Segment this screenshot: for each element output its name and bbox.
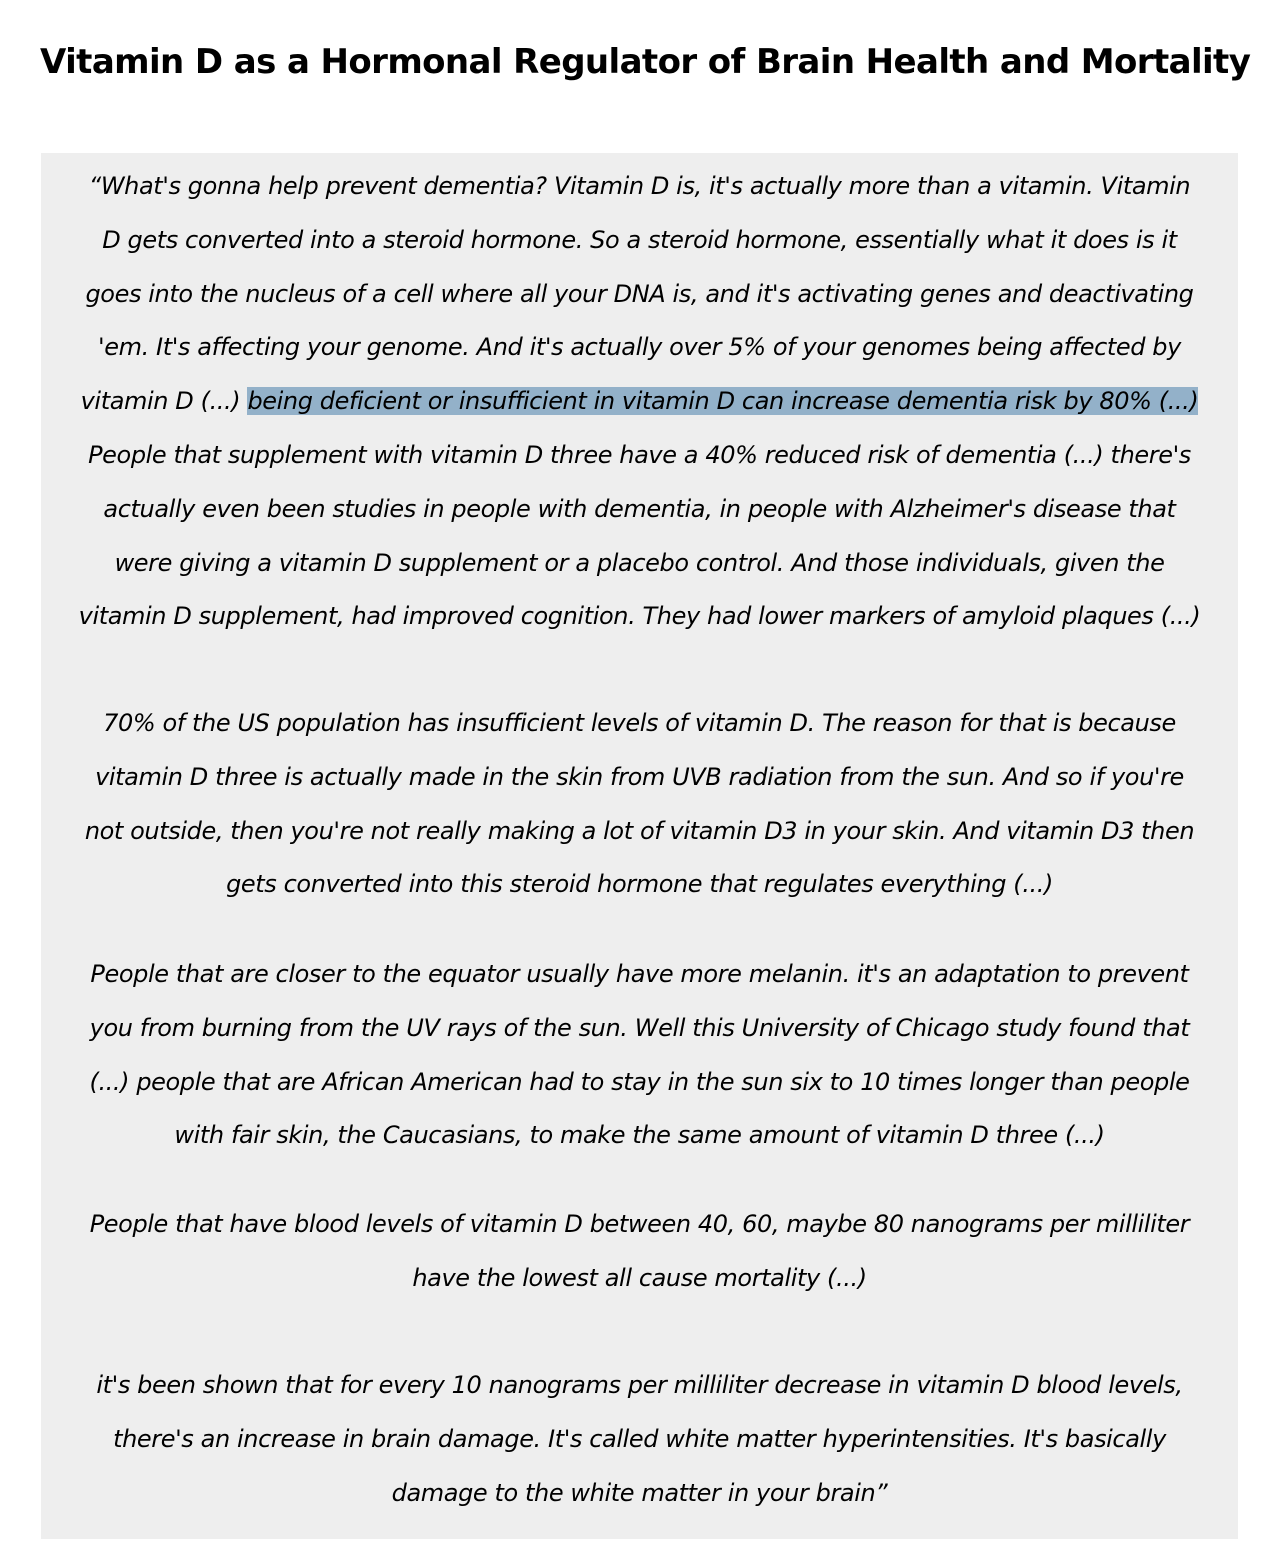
quote-line: there's an increase in brain damage. It's called white matter hyperintensities. It's basically: [113, 1424, 1166, 1453]
quote-line: have the lowest all cause mortality (...): [412, 1263, 867, 1292]
quote-line: gets converted into this steroid hormone that regulates everything (...): [226, 870, 1053, 899]
quote-paragraph-mortality: [41, 1198, 1238, 1306]
quote-line: goes into the nucleus of a cell where all your DNA is, and it's activating genes and deactivating: [85, 279, 1194, 308]
quote-line: People that have blood levels of vitamin D between 40, 60, maybe 80 nanograms per milliliter: [89, 1210, 1190, 1238]
page-title: Vitamin D as a Hormonal Regulator of Brain Health and Mortality: [40, 42, 1251, 82]
quote-block: [41, 153, 1238, 1539]
quote-line: 70% of the US population has insufficient levels of vitamin D. The reason for that is because: [103, 709, 1176, 737]
quote-text: vitamin D (...): [80, 387, 248, 416]
quote-line: People that supplement with vitamin D three have a 40% reduced risk of dementia (...) there's: [88, 440, 1191, 469]
quote-line: [41, 375, 1238, 429]
quote-paragraph-us-population: [41, 697, 1238, 912]
quote-line: “What's gonna help prevent dementia? Vitamin D is, it's actually more than a vitamin. Vitamin: [88, 172, 1191, 200]
quote-line: not outside, then you're not really making a lot of vitamin D3 in your skin. And vitamin D3 then: [84, 816, 1195, 845]
quote-paragraph-dementia: [41, 160, 1238, 644]
quote-line: were giving a vitamin D supplement or a placebo control. And those individuals, given the: [114, 548, 1165, 577]
quote-paragraph-melanin: [41, 948, 1238, 1163]
quote-line: vitamin D three is actually made in the skin from UVB radiation from the sun. And so if you're: [95, 762, 1184, 791]
quote-line: D gets converted into a steroid hormone. So a steroid hormone, essentially what it does is it: [102, 225, 1177, 254]
quote-line: damage to the white matter in your brain”: [391, 1478, 888, 1507]
quote-line: (...) people that are African American had to stay in the sun six to 10 times longer than people: [89, 1067, 1190, 1096]
quote-paragraph-brain-damage: [41, 1359, 1238, 1520]
quote-line: vitamin D supplement, had improved cognition. They had lower markers of amyloid plaques (...): [78, 602, 1201, 631]
quote-line: 'em. It's affecting your genome. And it's actually over 5% of your genomes being affected by: [98, 333, 1181, 362]
quote-line: with fair skin, the Caucasians, to make the same amount of vitamin D three (...): [174, 1121, 1105, 1150]
quote-line: actually even been studies in people with dementia, in people with Alzheimer's disease that: [103, 494, 1176, 523]
highlighted-text[interactable]: being deficient or insufficient in vitamin D can increase dementia risk by 80% (...): [247, 387, 1199, 416]
quote-line: People that are closer to the equator usually have more melanin. it's an adaptation to prevent: [90, 960, 1189, 988]
quote-line: you from burning from the UV rays of the sun. Well this University of Chicago study found that: [89, 1013, 1190, 1042]
quote-line: it's been shown that for every 10 nanograms per milliliter decrease in vitamin D blood levels,: [96, 1371, 1183, 1399]
